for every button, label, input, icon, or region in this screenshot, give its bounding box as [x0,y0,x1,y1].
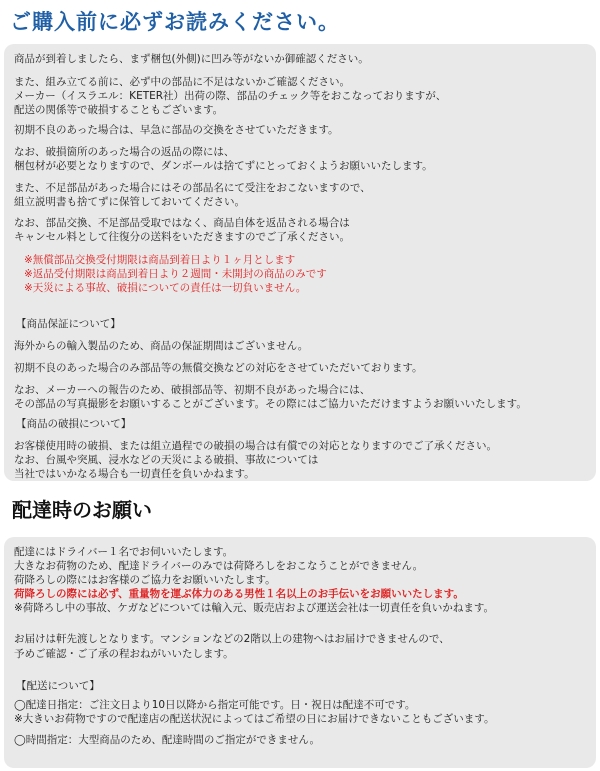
notice-line: なお、台風や突風、浸水などの天災による破損、事故については [14,454,319,466]
notice-line: 初期不良のあった場合は、早急に部品の交換をさせていただきます。 [14,124,339,136]
delivery-line: 予めご確認・ご了承の程おねがいいたします。 [14,648,234,660]
notice-warning: ※無償部品交換受付期限は商品到着日より１ヶ月とします [24,254,296,266]
delivery-line: ※大きいお荷物ですので配達店の配送状況によってはご希望の日にお届けできないこともございます。 [14,713,495,725]
delivery-line: 大きなお荷物のため、配達ドライバーのみでは荷降ろしをおこなうことができません。 [14,560,424,572]
notice-title: ご購入前に必ずお読みください。 [10,10,340,34]
notice-line: なお、破損箇所のあった場合の返品の際には、 [14,146,235,158]
notice-line: 組立説明書も捨てずに保管しておいてください。 [14,196,245,208]
notice-line: 梱包材が必要となりますので、ダンボールは捨てずにとっておくようお願いいたします。 [14,160,433,172]
notice-line: また、組み立てる前に、必ず中の部品に不足はないかご確認ください。 [14,76,350,88]
notice-line: 商品が到着しましたら、まず梱包(外側)に凹み等がないか御確認ください。 [14,53,369,65]
delivery-line: 荷降ろしの際にはお客様のご協力をお願いいたします。 [14,574,276,586]
notice-line: なお、部品交換、不足部品受取ではなく、商品自体を返品される場合は [14,217,350,229]
delivery-warning: 荷降ろしの際には必ず、重量物を運ぶ体力のある男性１名以上のお手伝いをお願いいたします。 [14,588,464,600]
delivery-box [4,537,596,768]
section-heading-warranty: 【商品保証について】 [16,318,121,330]
notice-line: キャンセル料として往復分の送料をいただきますのでご了承ください。 [14,231,350,243]
notice-line: 当社ではいかなる場合も一切責任を負いかねます。 [14,468,255,480]
notice-line: その部品の写真撮影をお願いすることがございます。その際にはご協力いただけますようお願いいたします。 [14,398,527,410]
section-heading-damage: 【商品の破損について】 [16,418,132,430]
notice-box [4,44,596,481]
notice-line: なお、メーカーへの報告のため、破損部品等、初期不良があった場合には、 [14,384,371,396]
notice-warning: ※天災による事故、破損についての責任は一切負いません。 [24,282,307,294]
notice-line: 初期不良のあった場合のみ部品等の無償交換などの対応をさせていただいております。 [14,362,423,374]
notice-line: お客様使用時の破損、または組立過程での破損の場合は有償での対応となりますのでご了承ください。 [14,440,497,452]
delivery-line: お届けは軒先渡しとなります。マンションなどの2階以上の建物へはお届けできませんので、 [14,633,450,645]
delivery-line: ◯配達日指定：ご注文日より10日以降から指定可能です。日・祝日は配達不可です。 [14,699,416,711]
notice-line: また、不足部品があった場合にはその部品名にて受注をおこないますので、 [14,182,371,194]
notice-line: 海外からの輸入製品のため、商品の保証期間はございません。 [14,340,309,352]
delivery-line: ※荷降ろし中の事故、ケガなどについては輸入元、販売店および運送会社は一切責任を負いかねます。 [14,602,495,614]
delivery-line: ◯時間指定：大型商品のため、配達時間のご指定ができません。 [14,734,320,746]
section-heading-shipping: 【配送について】 [16,680,100,692]
notice-warning: ※返品受付期限は商品到着日より２週間・未開封の商品のみです [24,268,327,280]
delivery-line: 配達にはドライバー１名でお伺いいたします。 [14,546,234,558]
notice-line: メーカー（イスラエル：KETER社）出荷の際、部品のチェック等をおこなっておりますが、 [14,90,447,102]
delivery-title: 配達時のお願い [12,498,152,522]
notice-line: 配送の関係等で破損することもございます。 [14,104,224,116]
